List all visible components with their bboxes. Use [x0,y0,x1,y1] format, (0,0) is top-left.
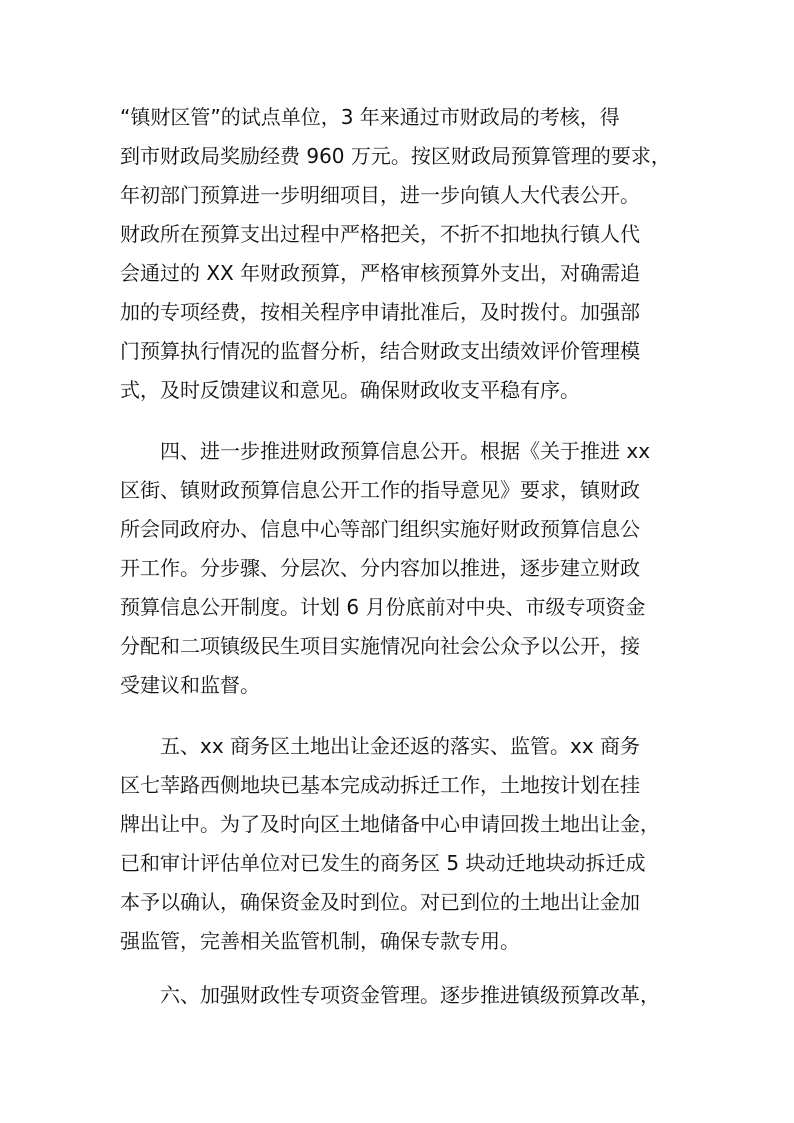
body-text-line: 年初部门预算进一步明细项目，进一步向镇人大代表公开。 [120,183,640,207]
section-heading-5: 五、xx 商务区土地出让金还返的落实、监管。xx 商务 [160,734,641,758]
body-text-line: 已和审计评估单位对已发生的商务区 5 块动迁地块动拆迁成 [120,851,646,875]
body-text-line: 牌出让中。为了及时向区土地储备中心申请回拨土地出让金， [120,812,660,836]
body-text-line: 本予以确认，确保资金及时到位。对已到位的土地出让金加 [120,890,640,914]
body-text-line: 到市财政局奖励经费 960 万元。按区财政局预算管理的要求， [120,144,671,168]
body-text-line: 区七莘路西侧地块已基本完成动拆迁工作，土地按计划在挂 [120,773,640,797]
section-heading-6: 六、加强财政性专项资金管理。逐步推进镇级预算改革， [160,983,660,1007]
body-text-line: 开工作。分步骤、分层次、分内容加以推进，逐步建立财政 [120,556,640,580]
body-text-line: 门预算执行情况的监督分析，结合财政支出绩效评价管理模 [120,339,640,363]
body-text-line: 财政所在预算支出过程中严格把关，不折不扣地执行镇人代 [120,222,640,246]
section-heading-4: 四、进一步推进财政预算信息公开。根据《关于推进 xx [160,439,651,463]
body-text-line: “镇财区管”的试点单位，3 年来通过市财政局的考核，得 [120,105,620,129]
body-text-line: 强监管，完善相关监管机制，确保专款专用。 [120,929,520,953]
body-text-line: 会通过的 XX 年财政预算，严格审核预算外支出，对确需追 [120,261,641,285]
body-text-line: 受建议和监督。 [120,673,260,697]
body-text-line: 式，及时反馈建议和意见。确保财政收支平稳有序。 [120,378,580,402]
body-text-line: 分配和二项镇级民生项目实施情况向社会公众予以公开，接 [120,634,640,658]
body-text-line: 区街、镇财政预算信息公开工作的指导意见》要求，镇财政 [120,478,640,502]
body-text-line: 预算信息公开制度。计划 6 月份底前对中央、市级专项资金 [120,595,646,619]
body-text-line: 加的专项经费，按相关程序申请批准后，及时拨付。加强部 [120,300,640,324]
body-text-line: 所会同政府办、信息中心等部门组织实施好财政预算信息公 [120,517,640,541]
